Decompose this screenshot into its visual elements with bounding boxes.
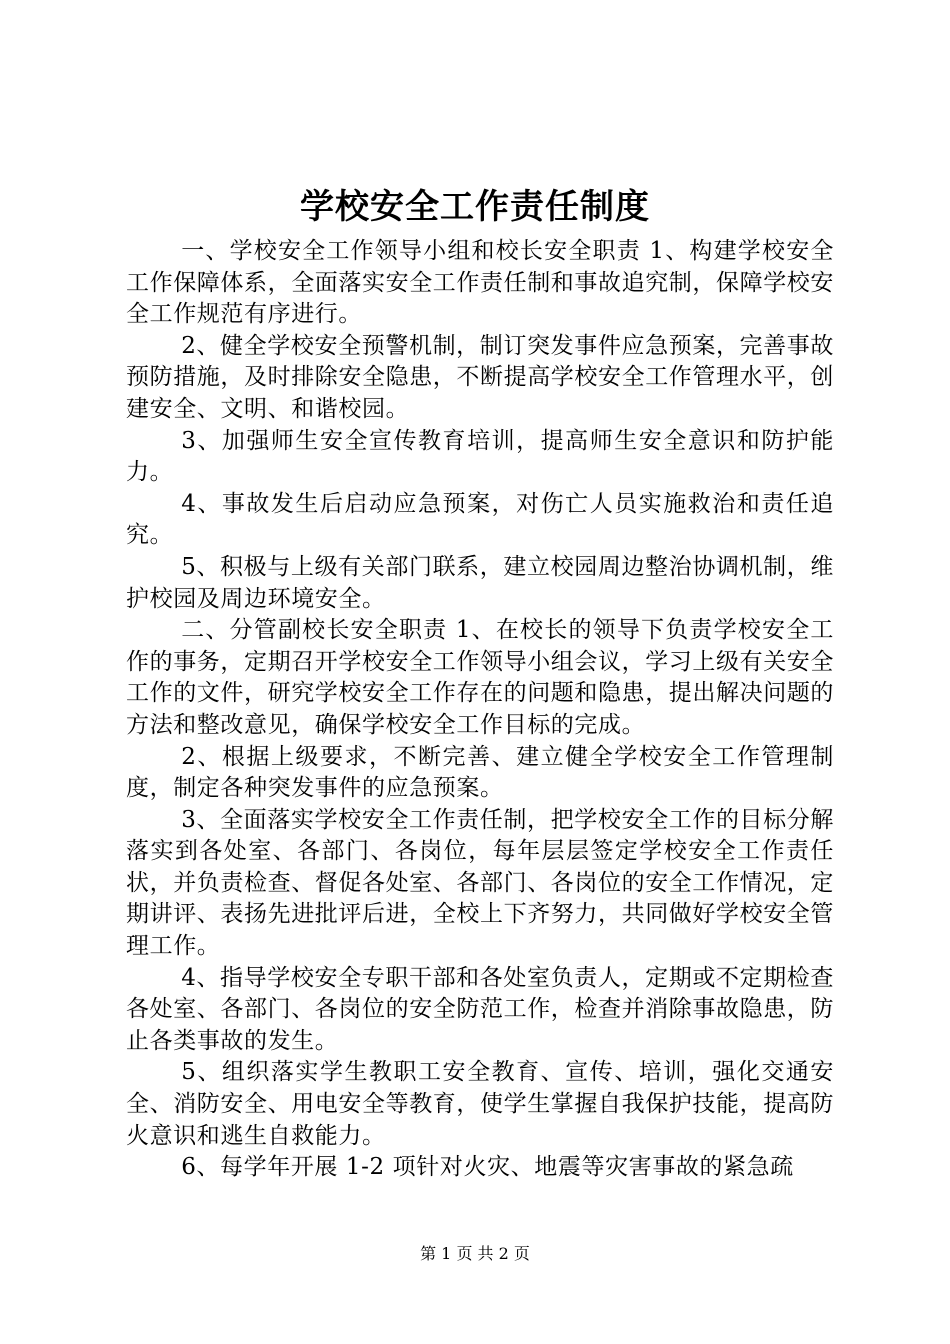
page-footer: 第 1 页 共 2 页 bbox=[420, 1244, 530, 1263]
paragraph: 2、健全学校安全预警机制，制订突发事件应急预案，完善事故预防措施，及时排除安全隐患，不断提高学校安全工作管理水平，创建安全、文明、和谐校园。 bbox=[126, 332, 834, 422]
paragraph: 3、加强师生安全宣传教育培训，提高师生安全意识和防护能力。 bbox=[126, 427, 834, 486]
paragraph: 二、分管副校长安全职责 1、在校长的领导下负责学校安全工作的事务，定期召开学校安全工作领导小组会议，学习上级有关安全工作的文件，研究学校安全工作存在的问题和隐患，提出解决问题的方法和整改意见，确保学校安全工作目标的完成。 bbox=[126, 617, 834, 738]
paragraph: 4、事故发生后启动应急预案，对伤亡人员实施救治和责任追究。 bbox=[126, 490, 834, 549]
paragraph: 5、积极与上级有关部门联系，建立校园周边整治协调机制，维护校园及周边环境安全。 bbox=[126, 553, 834, 612]
paragraph: 5、组织落实学生教职工安全教育、宣传、培训，强化交通安全、消防安全、用电安全等教育，使学生掌握自我保护技能，提高防火意识和逃生自救能力。 bbox=[126, 1059, 834, 1149]
paragraph: 6、每学年开展 1-2 项针对火灾、地震等灾害事故的紧急疏 bbox=[181, 1154, 794, 1181]
paragraph: 一、学校安全工作领导小组和校长安全职责 1、构建学校安全工作保障体系，全面落实安全工作责任制和事故追究制，保障学校安全工作规范有序进行。 bbox=[126, 238, 834, 328]
paragraph: 4、指导学校安全专职干部和各处室负责人，定期或不定期检查各处室、各部门、各岗位的安全防范工作，检查并消除事故隐患，防止各类事故的发生。 bbox=[126, 964, 834, 1054]
paragraph: 3、全面落实学校安全工作责任制，把学校安全工作的目标分解落实到各处室、各部门、各岗位，每年层层签定学校安全工作责任状，并负责检查、督促各处室、各部门、各岗位的安全工作情况，定期讲评、表扬先进批评后进，全校上下齐努力，共同做好学校安全管理工作。 bbox=[126, 806, 834, 960]
paragraph: 2、根据上级要求，不断完善、建立健全学校安全工作管理制度，制定各种突发事件的应急预案。 bbox=[126, 743, 834, 802]
document-title: 学校安全工作责任制度 bbox=[300, 187, 650, 227]
document-body bbox=[126, 236, 834, 1184]
